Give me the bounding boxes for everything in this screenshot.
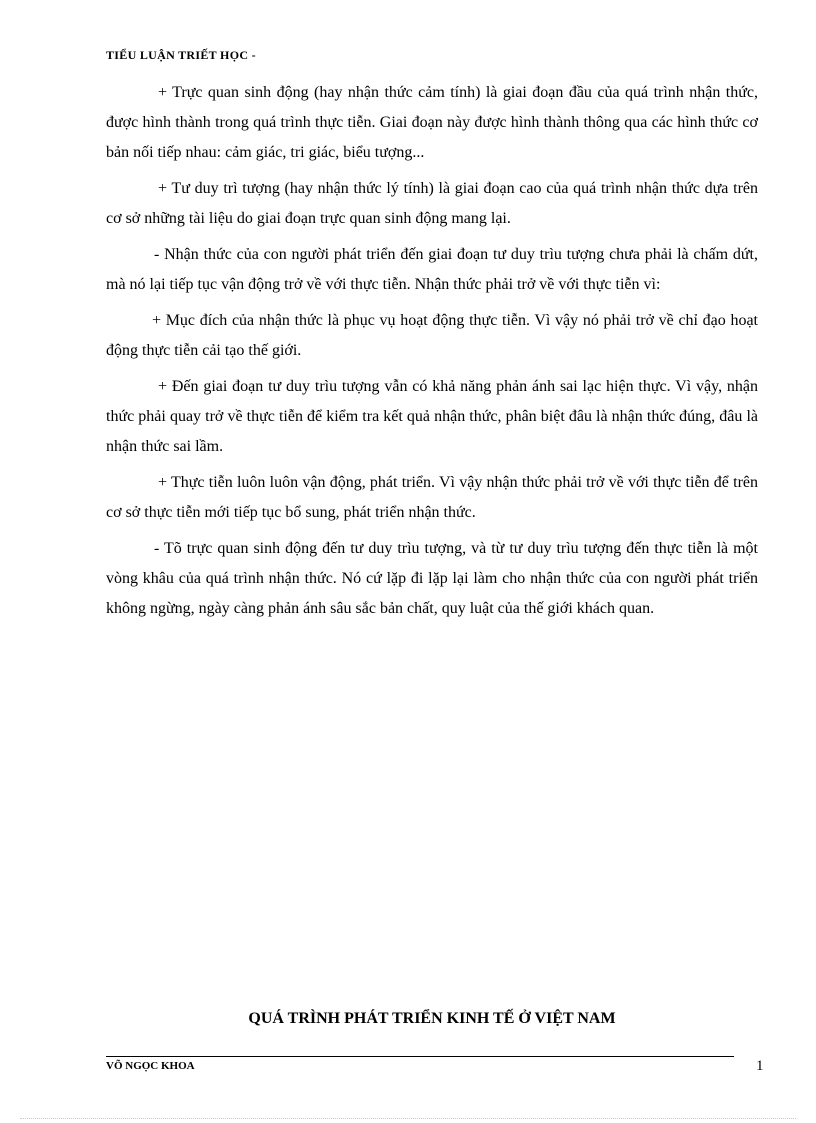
paragraph: - Tõ trực quan sinh động đến tư duy trìu tượng, và từ tư duy trìu tượng đến thực tiễn là một vòng khâu của quá trình nhận thức. Nó cứ lặp đi lặp lại làm cho nhận thức của con người phát triển không ngừng, ngày càng phản ánh sâu sắc bản chất, quy luật của thế giới khách quan. (106, 540, 758, 617)
paragraph: - Nhận thức của con người phát triển đến giai đoạn tư duy trìu tượng chưa phải là chấm dứt, mà nó lại tiếp tục vận động trở về với thực tiễn. Nhận thức phải trở về với thực tiễn vì: (106, 246, 758, 293)
page-number: 1 (756, 1058, 764, 1074)
paragraph: + Mục đích của nhận thức là phục vụ hoạt động thực tiễn. Vì vậy nó phải trở về chỉ đạo hoạt động thực tiễn cải tạo thế giới. (106, 312, 758, 359)
paragraph: + Tư duy trì tượng (hay nhận thức lý tính) là giai đoạn cao của quá trình nhận thức dựa trên cơ sở những tài liệu do giai đoạn trực quan sinh động mang lại. (106, 180, 758, 227)
paragraph: + Đến giai đoạn tư duy trìu tượng vẫn có khả năng phản ánh sai lạc hiện thực. Vì vậy, nhận thức phải quay trở về thực tiễn để kiểm tra kết quả nhận thức, phân biệt đâu là nhận thức đúng, đâu là nhận thức sai lầm. (106, 378, 758, 455)
page-boundary (20, 1118, 796, 1119)
paragraph: + Thực tiễn luôn luôn vận động, phát triển. Vì vậy nhận thức phải trở về với thực tiễn để trên cơ sở thực tiễn mới tiếp tục bổ sung, phát triển nhận thức. (106, 474, 758, 521)
section-title: QUÁ TRÌNH PHÁT TRIỂN KINH TẾ Ở VIỆT NAM (248, 1010, 616, 1027)
paragraph: + Trực quan sinh động (hay nhận thức cảm tính) là giai đoạn đầu của quá trình nhận thức, được hình thành trong quá trình thực tiễn. Giai đoạn này được hình thành thông qua các hình thức cơ bản nối tiếp nhau: cảm giác, tri giác, biểu tượng... (106, 84, 758, 161)
footer-author: VÕ NGỌC KHOA (106, 1060, 195, 1072)
document-header: TIỂU LUẬN TRIẾT HỌC - (106, 48, 256, 62)
body-text (106, 78, 758, 630)
footer-divider (106, 1056, 734, 1057)
